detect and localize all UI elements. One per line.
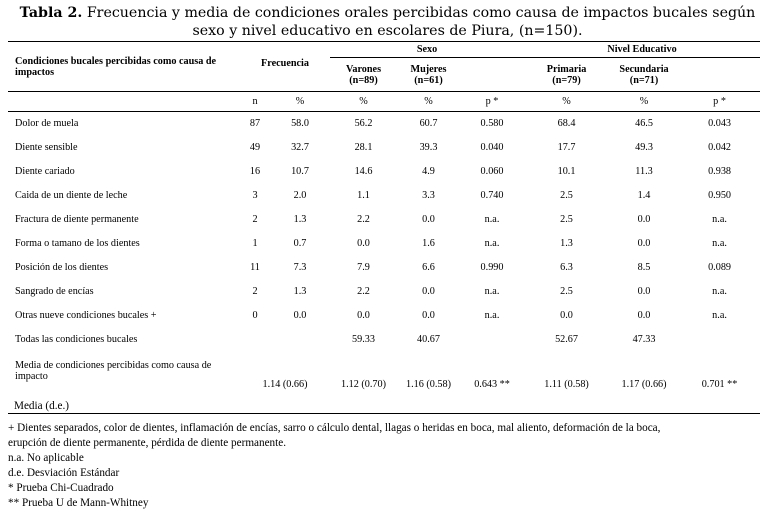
- table-cell: 87: [249, 118, 261, 130]
- table-cell: 0.580: [480, 118, 504, 130]
- table-cell: 1.4: [637, 190, 651, 201]
- table-cell: 28.1: [354, 142, 373, 153]
- table-cell: 0.0: [357, 310, 370, 321]
- varones-header: Varones (n=89): [330, 58, 397, 92]
- media-secundaria: 1.17 (0.66): [621, 378, 667, 390]
- table-cell: 0.950: [708, 190, 731, 201]
- table-cell: 6.3: [560, 262, 573, 273]
- table-row: [8, 208, 760, 232]
- table-cell: 49: [249, 142, 261, 153]
- table-cell: n.a.: [712, 286, 727, 297]
- table-cell: n.a.: [712, 214, 727, 225]
- table-cell: [460, 328, 524, 352]
- table-cell: 0.0: [422, 286, 435, 297]
- row-label: Caida de un diente de leche: [15, 190, 128, 201]
- table-cell: 14.6: [354, 166, 373, 177]
- subheader-cell: %: [524, 92, 609, 112]
- subheader-cell: %: [609, 92, 679, 112]
- row-label: Sangrado de encías: [15, 286, 94, 297]
- table-cell: 11: [250, 262, 260, 273]
- subheader-cell: %: [397, 92, 460, 112]
- media-p-nivel: 0.701 **: [701, 378, 738, 390]
- subheader-cell: p *: [679, 92, 760, 112]
- table-cell: 1.3: [560, 238, 573, 249]
- sexo-p-spacer: [460, 58, 524, 92]
- table-cell: 60.7: [419, 118, 438, 130]
- table-row: [8, 112, 760, 136]
- row-label: Otras nueve condiciones bucales +: [15, 310, 157, 321]
- table-cell: 8.5: [637, 262, 651, 273]
- note-line: erupción de diente permanente, pérdida de diente permanente.: [8, 437, 287, 449]
- table-cell: 6.6: [422, 262, 435, 273]
- table-cell: 0.043: [708, 118, 731, 130]
- table-row: [8, 160, 760, 184]
- media-row: [8, 352, 760, 392]
- row-label: Fractura de diente permanente: [15, 214, 139, 225]
- row-label: Diente cariado: [15, 166, 75, 177]
- nivel-p-spacer: [679, 58, 760, 92]
- table-cell: 2.2: [357, 214, 370, 225]
- table-cell: 2: [252, 214, 258, 225]
- table-row: [8, 280, 760, 304]
- subheader-cell: %: [330, 92, 397, 112]
- condition-column-header: Condiciones bucales percibidas como causa de impactos: [8, 42, 240, 92]
- table-cell: 0.0: [357, 238, 370, 249]
- table-notes: [8, 421, 763, 511]
- table-cell: 2.5: [560, 190, 573, 201]
- row-label: Forma o tamano de los dientes: [15, 238, 140, 249]
- table-cell: 0.990: [480, 262, 504, 273]
- primaria-header: Primaria (n=79): [524, 58, 609, 92]
- table-cell: 1.3: [293, 214, 307, 225]
- table-row: [8, 232, 760, 256]
- table-cell: 16: [249, 166, 261, 177]
- table-cell: 0.042: [708, 142, 731, 153]
- table-cell: 1.3: [293, 286, 307, 297]
- media-label: Media de condiciones percibidas como causa de impacto: [15, 359, 212, 382]
- subheader-cell: n: [240, 92, 270, 112]
- note-line: + Dientes separados, color de dientes, inflamación de encías, sarro o cálculo dental, llagas o heridas en boca, mal aliento, deformación de la boca,: [8, 422, 661, 434]
- media-varones: 1.12 (0.70): [341, 378, 386, 390]
- table-cell: 11.3: [635, 166, 653, 177]
- table-cell: 2: [252, 286, 258, 297]
- table-cell: 58.0: [291, 118, 309, 130]
- table-cell: 56.2: [354, 118, 373, 130]
- table-cell: 1.1: [357, 190, 370, 201]
- table-title: [0, 4, 775, 40]
- row-label: Todas las condiciones bucales: [15, 334, 138, 345]
- table-cell: 32.7: [291, 142, 309, 153]
- table-cell: 0.740: [480, 190, 504, 201]
- table-row: [8, 184, 760, 208]
- table-row: [8, 304, 760, 328]
- table-cell: 0.040: [480, 142, 504, 153]
- media-mujeres: 1.16 (0.58): [406, 378, 451, 390]
- table-cell: [240, 328, 270, 352]
- table-cell: 46.5: [635, 118, 653, 130]
- subheader-row: [8, 92, 760, 112]
- table-cell: 59.33: [352, 334, 375, 345]
- subheader-cell: p *: [460, 92, 524, 112]
- media-sublabel: Media (d.e.): [8, 392, 240, 414]
- table-cell: 10.1: [557, 166, 576, 177]
- table-cell: 2.0: [293, 190, 307, 201]
- table-cell: 10.7: [291, 166, 309, 177]
- table-cell: 0.0: [637, 310, 651, 321]
- table-cell: 0.0: [637, 214, 651, 225]
- data-table: [8, 41, 760, 414]
- subheader-cell: %: [270, 92, 330, 112]
- row-label: Diente sensible: [15, 142, 78, 153]
- media-p-sexo: 0.643 **: [474, 378, 510, 390]
- table-cell: 0: [252, 310, 258, 321]
- table-cell: 0.0: [422, 310, 435, 321]
- title-text-line2: sexo y nivel educativo en escolares de Piura, (n=150).: [192, 23, 583, 39]
- table-row: [8, 328, 760, 352]
- table-cell: 1: [252, 238, 258, 249]
- note-line: d.e. Desviación Estándar: [8, 467, 120, 479]
- table-cell: 0.938: [708, 166, 731, 177]
- table-cell: 4.9: [422, 166, 435, 177]
- media-frecuencia: 1.14 (0.66): [262, 378, 308, 390]
- table-cell: 0.0: [637, 286, 651, 297]
- table-cell: 3.3: [422, 190, 435, 201]
- secundaria-header: Secundaria (n=71): [609, 58, 679, 92]
- table-cell: 0.0: [422, 214, 435, 225]
- table-cell: 0.0: [560, 310, 573, 321]
- row-label: Dolor de muela: [15, 118, 79, 130]
- title-text: Frecuencia y media de condiciones orales percibidas como causa de impactos bucales según: [82, 5, 756, 21]
- table-row: [8, 256, 760, 280]
- table-cell: 40.67: [417, 334, 440, 345]
- table-cell: 7.9: [357, 262, 370, 273]
- media-primaria: 1.11 (0.58): [544, 378, 589, 390]
- table-cell: 2.2: [357, 286, 370, 297]
- note-line: * Prueba Chi-Cuadrado: [8, 482, 114, 494]
- table-cell: 0.7: [293, 238, 307, 249]
- frecuencia-header: Frecuencia: [240, 42, 330, 92]
- table-cell: 0.0: [637, 238, 651, 249]
- table-row: [8, 136, 760, 160]
- row-label: Posición de los dientes: [15, 262, 109, 273]
- table-cell: 68.4: [557, 118, 576, 130]
- table-cell: n.a.: [484, 238, 500, 249]
- table-number: Tabla 2.: [19, 5, 83, 21]
- table-cell: n.a.: [712, 310, 727, 321]
- table-cell: 3: [252, 190, 258, 201]
- table-cell: [270, 328, 330, 352]
- table-cell: 17.7: [557, 142, 576, 153]
- table-cell: n.a.: [484, 310, 500, 321]
- table-cell: 0.0: [293, 310, 307, 321]
- nivel-educativo-header: Nivel Educativo: [524, 42, 760, 58]
- note-line: ** Prueba U de Mann-Whitney: [8, 497, 149, 509]
- table-cell: 7.3: [293, 262, 307, 273]
- sexo-header: Sexo: [330, 42, 524, 58]
- table-cell: 49.3: [635, 142, 653, 153]
- table-cell: 52.67: [555, 334, 578, 345]
- table-cell: 47.33: [632, 334, 656, 345]
- note-line: n.a. No aplicable: [8, 452, 84, 464]
- table-cell: n.a.: [484, 214, 500, 225]
- table-cell: n.a.: [484, 286, 500, 297]
- table-cell: 39.3: [419, 142, 438, 153]
- table-cell: 1.6: [422, 238, 435, 249]
- table-cell: [679, 328, 760, 352]
- table-cell: 2.5: [560, 214, 573, 225]
- table-cell: 0.089: [708, 262, 731, 273]
- table-cell: n.a.: [712, 238, 727, 249]
- table-cell: 2.5: [560, 286, 573, 297]
- table-cell: 0.060: [480, 166, 504, 177]
- mujeres-header: Mujeres (n=61): [397, 58, 460, 92]
